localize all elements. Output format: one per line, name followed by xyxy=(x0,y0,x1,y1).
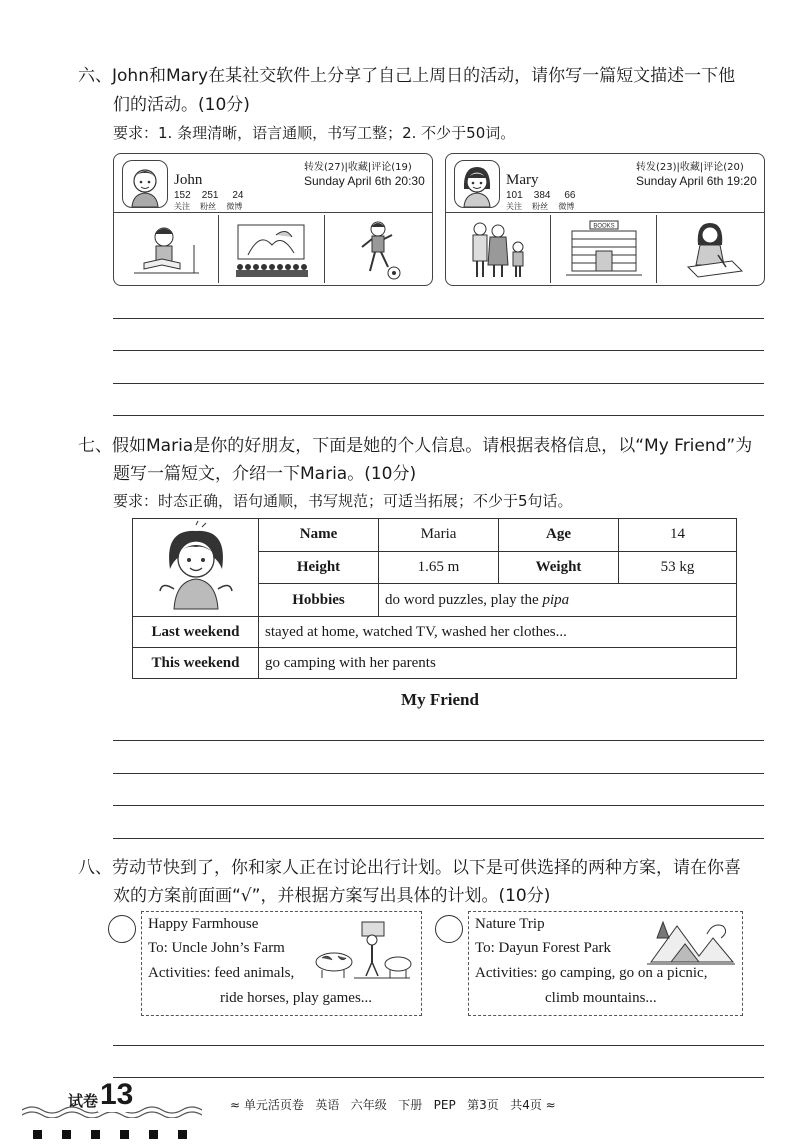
q8-writing-line[interactable] xyxy=(113,1077,764,1078)
age-label: Age xyxy=(499,519,619,552)
last-weekend-label: Last weekend xyxy=(133,617,259,648)
footer-info: ≈ 单元活页卷 英语 六年级 下册 PEP 第3页 共4页 ≈ xyxy=(230,1098,556,1112)
mary-post-header xyxy=(446,154,764,213)
marker-square xyxy=(62,1130,71,1139)
name-value: Maria xyxy=(379,519,499,552)
marker-square xyxy=(149,1130,158,1139)
plan2-box xyxy=(468,911,743,1016)
mary-post-meta: 转发(23)|收藏|评论(20) xyxy=(636,162,744,173)
plan1-destination: To: Uncle John’s Farm xyxy=(148,940,285,956)
mary-post-time: Sunday April 6th 19:20 xyxy=(636,174,757,188)
plan1-title: Happy Farmhouse xyxy=(148,916,259,932)
q7-writing-line[interactable] xyxy=(113,805,764,806)
last-weekend-value: stayed at home, watched TV, washed her clothes... xyxy=(259,617,737,648)
marker-square xyxy=(33,1130,42,1139)
john-football-picture xyxy=(326,215,430,283)
mary-drawing-picture xyxy=(658,215,762,283)
plan2-check-circle[interactable] xyxy=(435,915,463,943)
plan1-box xyxy=(141,911,422,1016)
q6-writing-line[interactable] xyxy=(113,318,764,319)
hobbies-value-pipa: pipa xyxy=(542,591,570,608)
this-weekend-value: go camping with her parents xyxy=(259,648,737,679)
john-reading-picture xyxy=(114,215,219,283)
footer-test-number: 13 xyxy=(100,1078,134,1111)
john-post-meta: 转发(27)|收藏|评论(19) xyxy=(304,162,412,173)
weight-label: Weight xyxy=(499,551,619,584)
mary-bookstore-picture xyxy=(552,215,657,283)
john-theater-picture xyxy=(220,215,325,283)
mary-family-picture xyxy=(446,215,551,283)
plan1-activities-1: Activities: feed animals, xyxy=(148,965,295,981)
john-post-header xyxy=(114,154,432,213)
mary-username: Mary xyxy=(506,172,539,188)
weight-value: 53 kg xyxy=(619,551,737,584)
plan2-destination: To: Dayun Forest Park xyxy=(475,940,612,956)
mary-stats: 101 384 66 xyxy=(506,190,576,201)
hobbies-value-text: do word puzzles, play the xyxy=(385,591,543,608)
john-stats: 152 251 24 xyxy=(174,190,244,201)
q6-prompt-line1: 六、John和Mary在某社交软件上分享了自己上周日的活动，请你写一篇短文描述一下他 xyxy=(78,66,736,86)
footer-marker-squares xyxy=(33,1130,193,1142)
marker-square xyxy=(178,1130,187,1139)
farm-picture xyxy=(310,918,414,984)
q8-prompt-line2: 欢的方案前面画“√”，并根据方案写出具体的计划。(10分) xyxy=(113,886,551,906)
john-post-card xyxy=(113,153,433,286)
q6-writing-line[interactable] xyxy=(113,415,764,416)
john-avatar xyxy=(122,160,168,208)
plan2-title: Nature Trip xyxy=(475,916,545,932)
name-label: Name xyxy=(259,519,379,552)
maria-portrait-cell xyxy=(133,519,259,617)
mary-post-card xyxy=(445,153,765,286)
height-label: Height xyxy=(259,551,379,584)
q8-writing-line[interactable] xyxy=(113,1045,764,1046)
height-value: 1.65 m xyxy=(379,551,499,584)
hobbies-label: Hobbies xyxy=(259,584,379,617)
q7-writing-line[interactable] xyxy=(113,740,764,741)
maria-info-table xyxy=(132,518,737,679)
plan1-check-circle[interactable] xyxy=(108,915,136,943)
q8-prompt-line1: 八、劳动节快到了，你和家人正在讨论出行计划。以下是可供选择的两种方案，请在你喜 xyxy=(78,858,741,878)
maria-portrait xyxy=(146,519,246,611)
age-value: 14 xyxy=(619,519,737,552)
footer-test-label: 试卷 xyxy=(68,1092,99,1110)
john-username: John xyxy=(174,172,203,188)
plan1-activities-2: ride horses, play games... xyxy=(220,990,373,1006)
mary-avatar xyxy=(454,160,500,208)
john-stats-labels: 关注 粉丝 微博 xyxy=(174,202,243,211)
essay-title: My Friend xyxy=(401,690,479,709)
john-post-time: Sunday April 6th 20:30 xyxy=(304,174,425,188)
plan2-activities-1: Activities: go camping, go on a picnic, xyxy=(475,965,708,981)
q7-writing-line[interactable] xyxy=(113,838,764,839)
marker-square xyxy=(91,1130,100,1139)
marker-square xyxy=(120,1130,129,1139)
books-sign: BOOKS xyxy=(593,223,615,230)
mary-stats-labels: 关注 粉丝 微博 xyxy=(506,202,575,211)
q7-requirement: 要求：时态正确，语句通顺，书写规范；可适当拓展；不少于5句话。 xyxy=(113,492,573,510)
q6-writing-line[interactable] xyxy=(113,383,764,384)
q7-prompt-line1: 七、假如Maria是你的好朋友，下面是她的个人信息。请根据表格信息，以“My Friend”为 xyxy=(78,436,753,456)
q7-prompt-line2: 题写一篇短文，介绍一下Maria。(10分) xyxy=(113,464,417,484)
q6-writing-line[interactable] xyxy=(113,350,764,351)
plan2-activities-2: climb mountains... xyxy=(545,990,657,1006)
this-weekend-label: This weekend xyxy=(133,648,259,679)
q7-writing-line[interactable] xyxy=(113,773,764,774)
q6-prompt-line2: 们的活动。(10分) xyxy=(113,95,250,115)
q6-requirement: 要求：1. 条理清晰，语言通顺，书写工整；2. 不少于50词。 xyxy=(113,124,516,142)
forest-picture xyxy=(647,916,735,968)
hobbies-value xyxy=(379,584,737,617)
